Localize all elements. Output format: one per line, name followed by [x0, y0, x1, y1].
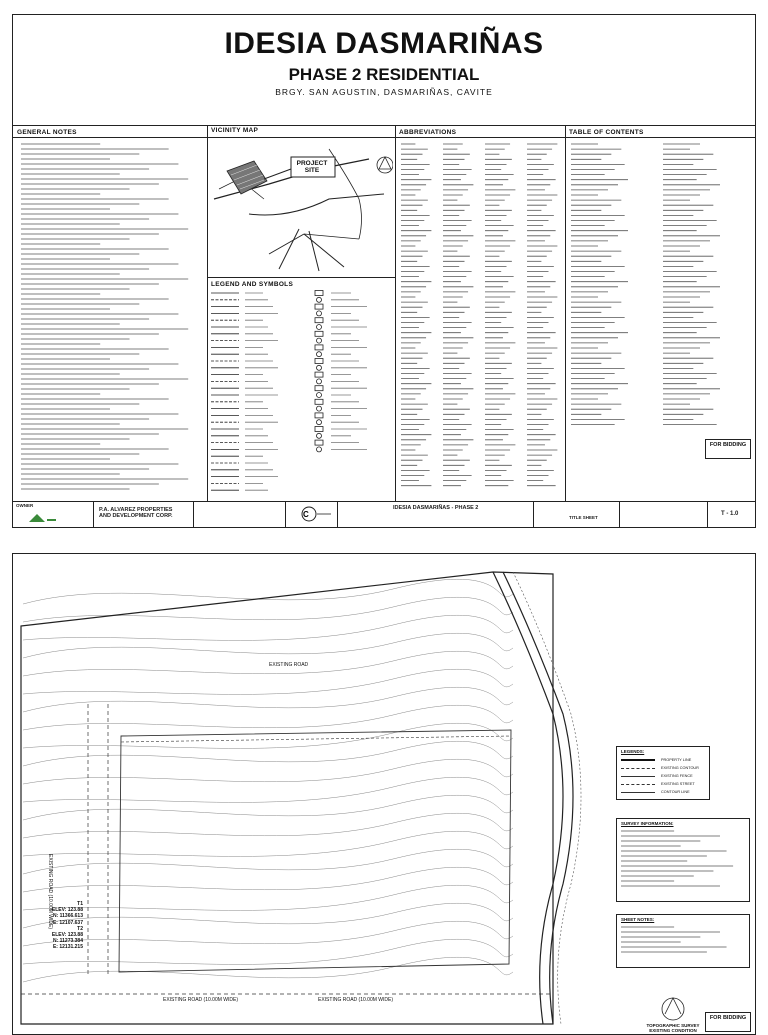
contour-line	[23, 597, 513, 622]
legend-symbol-glyph	[315, 331, 323, 336]
legend-symbol-glyph	[315, 318, 323, 323]
legend-symbol-glyph	[317, 379, 322, 384]
contour-line	[23, 795, 513, 820]
legend-row	[621, 756, 709, 764]
owner-label: OWNER	[16, 503, 34, 508]
contour-line	[23, 723, 513, 748]
table-of-contents-list	[569, 141, 751, 441]
legend-rows	[617, 756, 709, 796]
north-arrow-icon	[662, 998, 684, 1020]
existing-road-label-bottom-left: EXISTING ROAD (10.00M WIDE)	[163, 997, 239, 1003]
legend-symbol-glyph	[315, 345, 323, 350]
vicinity-map-heading: VICINITY MAP	[211, 127, 259, 134]
divider	[707, 501, 708, 527]
divider	[13, 125, 755, 126]
benchmark-t1: T1	[77, 901, 83, 907]
existing-road-label-top: EXISTING ROAD	[269, 662, 309, 668]
existing-road-label-left: EXISTING ROAD (10.00M WIDE)	[47, 854, 53, 930]
general-notes-heading: GENERAL NOTES	[17, 129, 77, 136]
contour-line	[23, 903, 513, 928]
sheet-number: T - 1.0	[721, 511, 739, 517]
benchmark-info	[43, 901, 83, 951]
consultant-logo	[297, 505, 333, 523]
legend-symbol-glyph	[315, 386, 323, 391]
legends-title: LEGENDS:	[621, 749, 645, 754]
legend-row	[621, 788, 709, 796]
legend-symbols	[209, 289, 393, 499]
contour-line	[23, 705, 513, 730]
divider	[93, 501, 94, 527]
benchmark-t2-north: N: 11273.384	[52, 938, 83, 945]
contour-line	[23, 813, 513, 838]
svg-text:C: C	[303, 510, 309, 519]
divider	[565, 125, 566, 501]
contour-line	[23, 651, 513, 676]
for-bidding-stamp	[705, 439, 751, 459]
for-bidding-label-2: FOR BIDDING	[709, 1015, 747, 1021]
legend-row	[621, 764, 709, 772]
contour-line	[23, 957, 513, 982]
legend-row	[621, 780, 709, 788]
legend-symbol-glyph	[315, 399, 323, 404]
contour-line	[23, 867, 513, 892]
contour-line	[23, 669, 513, 694]
benchmark-t1-east: E: 12107.637	[52, 919, 83, 926]
sheet-title: TITLE SHEET	[569, 515, 598, 520]
contour-line	[23, 579, 513, 604]
divider	[395, 125, 396, 501]
divider	[285, 501, 286, 527]
for-bidding-label: FOR BIDDING	[709, 442, 747, 448]
existing-road-label-bottom-right: EXISTING ROAD (10.00M WIDE)	[318, 997, 394, 1003]
table-of-contents-heading: TABLE OF CONTENTS	[569, 129, 644, 136]
legend-line-sample	[621, 768, 655, 769]
project-location: BRGY. SAN AGUSTIN, DASMARIÑAS, CAVITE	[275, 87, 493, 97]
divider	[619, 501, 620, 527]
legend-symbol-glyph	[317, 393, 322, 398]
legend-row	[621, 772, 709, 780]
benchmark-t2-elev: ELEV: 123.88	[51, 932, 83, 939]
benchmark-t1-north: N: 11366.613	[52, 913, 83, 920]
project-site-label: PROJECT SITE	[296, 160, 328, 174]
divider	[13, 137, 755, 138]
legend-symbol-glyph	[315, 413, 323, 418]
legends-box	[616, 746, 710, 800]
legend-line-sample	[621, 784, 655, 785]
survey-information-box	[616, 818, 750, 902]
legend-line-sample	[621, 776, 655, 777]
contour-line	[23, 687, 513, 712]
title-sheet	[12, 14, 756, 528]
contour-line	[23, 759, 513, 784]
contour-line	[23, 633, 513, 658]
sheet-notes-title: SHEET NOTES:	[621, 917, 655, 922]
legend-symbol-glyph	[317, 447, 322, 452]
contour-line	[23, 885, 513, 910]
sheet-notes-box	[616, 914, 750, 968]
abbreviations-list	[399, 141, 563, 497]
legend-label: EXISTING FENCE	[661, 774, 693, 778]
legend-label: EXISTING CONTOUR	[661, 766, 699, 770]
legend-symbol-glyph	[315, 440, 323, 445]
legend-symbol-glyph	[317, 406, 322, 411]
legend-symbol-glyph	[315, 291, 323, 296]
divider	[337, 501, 338, 527]
survey-information-title: SURVEY INFORMATION:	[621, 821, 674, 826]
title-block-border	[13, 501, 755, 502]
sheet-notes-text	[617, 924, 747, 964]
legend-symbol-glyph	[317, 433, 322, 438]
benchmark-t1-elev: ELEV: 123.88	[51, 907, 83, 914]
legend-symbol-glyph	[317, 325, 322, 330]
contour-line	[23, 849, 513, 874]
contour-line	[23, 615, 513, 640]
legend-symbol-glyph	[315, 359, 323, 364]
drawing-title-line1: TOPOGRAPHIC SURVEY	[646, 1023, 700, 1028]
legend-symbol-glyph	[317, 420, 322, 425]
company-name	[99, 507, 173, 519]
company-logo	[27, 510, 57, 524]
legend-symbol-glyph	[317, 297, 322, 302]
legend-label: CONTOUR LINE	[661, 790, 690, 794]
drawing-title-line2: EXISTING CONDITION	[649, 1028, 697, 1033]
contour-line	[23, 939, 513, 964]
for-bidding-stamp-2	[705, 1012, 751, 1032]
divider	[207, 277, 395, 278]
project-name: IDESIA DASMARIÑAS - PHASE 2	[393, 505, 479, 511]
legend-line-sample	[621, 792, 655, 793]
legend-symbol-glyph	[317, 311, 322, 316]
legend-symbol-glyph	[317, 365, 322, 370]
legend-symbols-heading: LEGEND AND SYMBOLS	[211, 281, 294, 288]
contour-line	[23, 921, 513, 946]
legend-symbol-glyph	[317, 338, 322, 343]
legend-line-sample	[621, 759, 655, 761]
topographic-survey-sheet	[12, 553, 756, 1035]
drawing-title	[643, 1023, 703, 1033]
contour-line	[23, 777, 513, 802]
legend-symbol-glyph	[315, 372, 323, 377]
divider	[207, 125, 208, 501]
legend-label: PROPERTY LINE	[661, 758, 692, 762]
legend-label: EXISTING STREET	[661, 782, 695, 786]
survey-information-text	[617, 828, 747, 898]
legend-symbol-glyph	[317, 352, 322, 357]
benchmark-t2: T2	[77, 925, 83, 932]
project-subtitle: PHASE 2 RESIDENTIAL	[288, 65, 480, 84]
contour-line	[23, 831, 513, 856]
divider	[533, 501, 534, 527]
abbreviations-heading: ABBREVIATIONS	[399, 129, 457, 136]
legend-symbol-glyph	[315, 427, 323, 432]
legend-symbol-glyph	[315, 304, 323, 309]
project-title: IDESIA DASMARIÑAS	[224, 27, 544, 60]
benchmark-t2-east: E: 12131.215	[52, 944, 83, 951]
company-name-line1: P.A. ALVAREZ PROPERTIES	[99, 507, 173, 513]
general-notes-text	[17, 141, 203, 497]
contour-line	[23, 741, 513, 766]
divider	[193, 501, 194, 527]
company-name-line2: AND DEVELOPMENT CORP.	[99, 513, 173, 519]
